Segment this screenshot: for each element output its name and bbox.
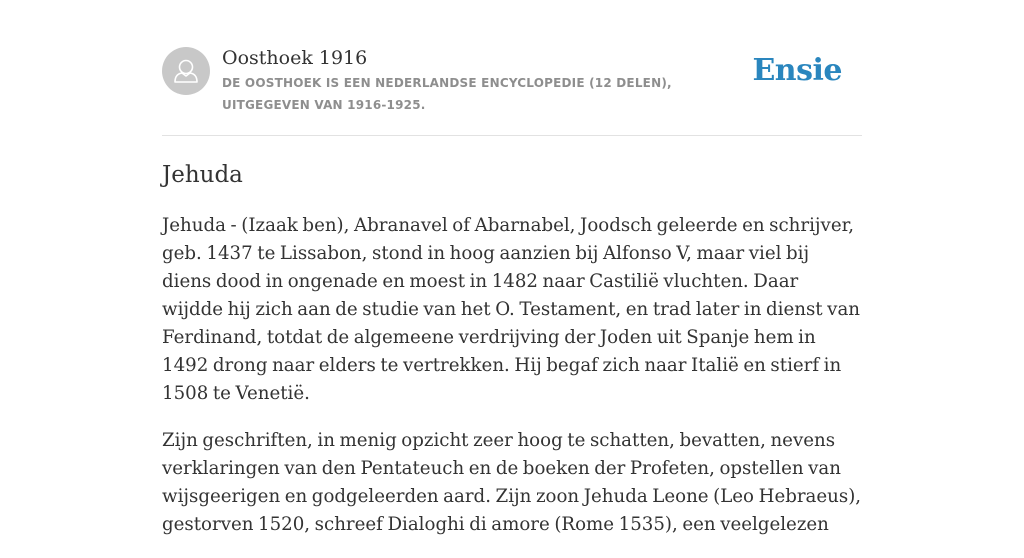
source-header xyxy=(162,46,862,116)
entry-body xyxy=(162,212,862,558)
entry-paragraph: Jehuda - (Izaak ben), Abranavel of Abarnabel, Joodsch geleerde en schrijver, geb. 1437 te Lissabon, stond in hoog aanzien bij Alfonso V, maar viel bij diens dood in ongenade en moest in 1482 naar Castilië vluchten. Daar wijdde hij zich aan de studie van het O. Testament, en trad later in dienst van Ferdinand, totdat de algemeene verdrijving der Joden uit Spanje hem in 1492 drong naar elders te vertrekken. Hij begaf zich naar Italië en stierf in 1508 te Venetië. xyxy=(162,215,860,404)
entry-paragraph: Zijn geschriften, in menig opzicht zeer hoog te schatten, bevatten, nevens verklaringen van den Pentateuch en de boeken der Profeten, opstellen van wijsgeerigen en godgeleerden aard. Zijn zoon Jehuda Leone (Leo Hebraeus), gestorven 1520, schreef Dialoghi di amore (Rome 1535), een veelgelezen xyxy=(162,430,862,535)
source-description: DE OOSTHOEK IS EEN NEDERLANDSE ENCYCLOPEDIE (12 DELEN), UITGEGEVEN VAN 1916-1925. xyxy=(222,76,672,112)
header-divider xyxy=(162,135,862,136)
user-icon[interactable] xyxy=(162,47,210,95)
ensie-logo[interactable]: Ensie xyxy=(752,53,842,88)
entry-title: Jehuda xyxy=(162,162,243,188)
source-title[interactable]: Oosthoek 1916 xyxy=(222,47,368,69)
